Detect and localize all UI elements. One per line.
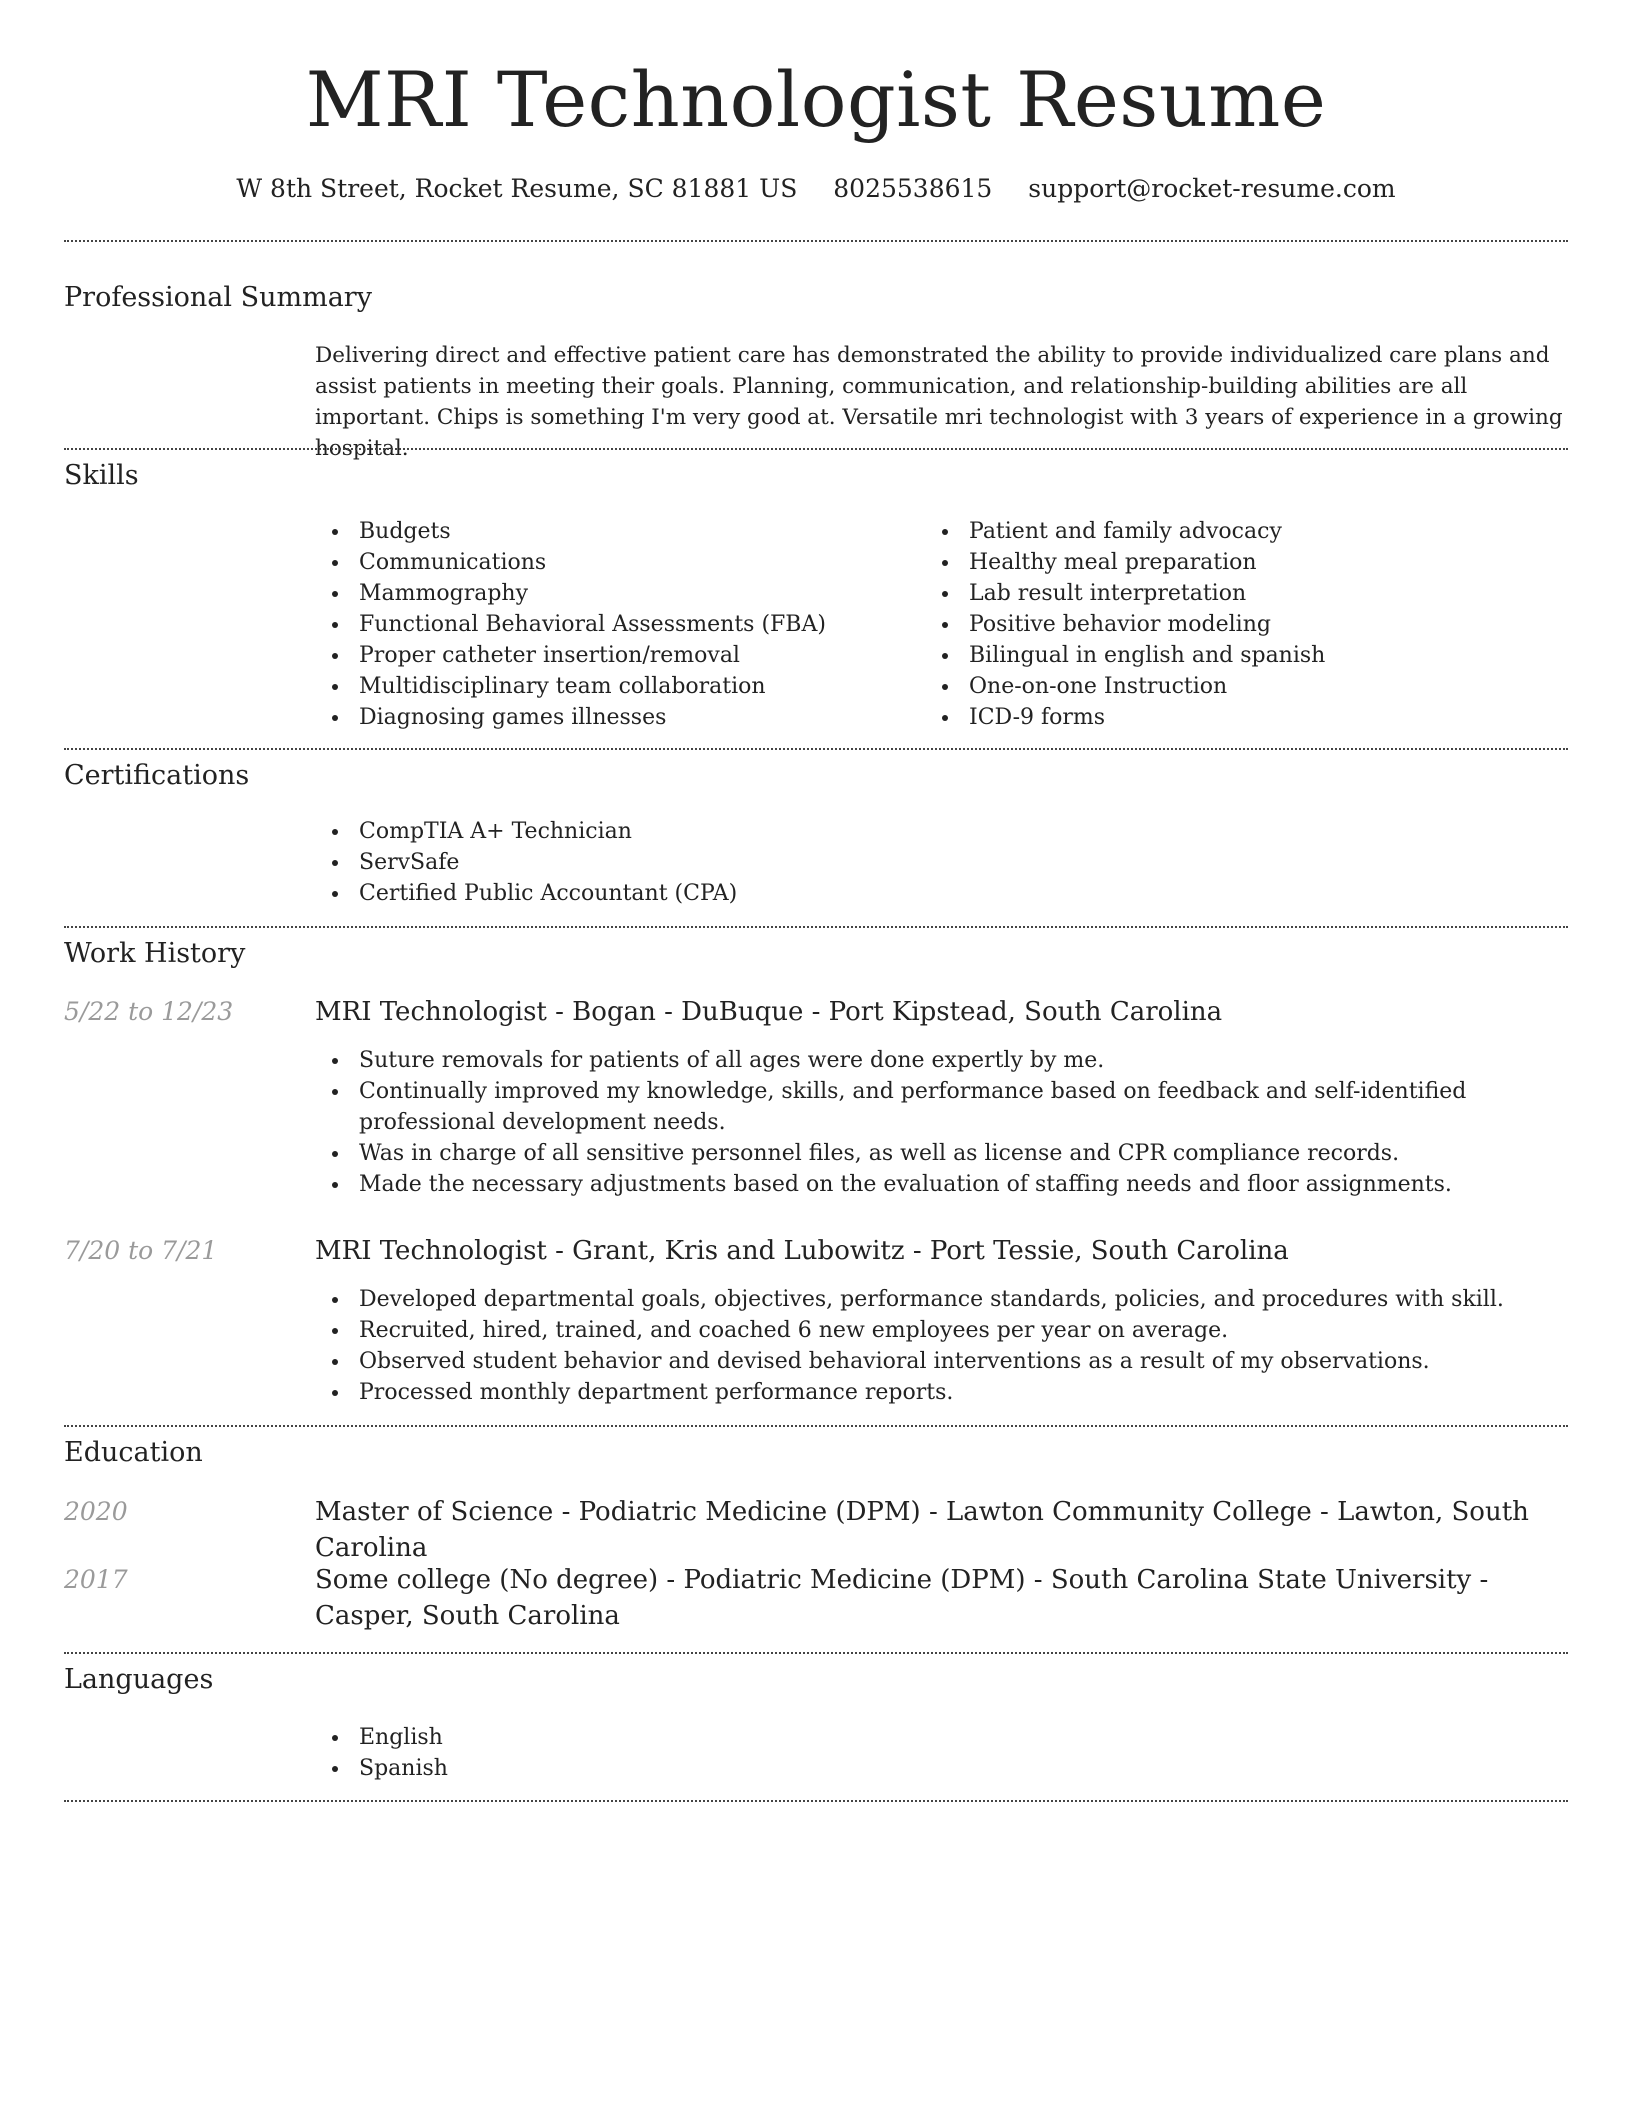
divider [64,748,1568,750]
skill-item: ICD-9 forms [969,702,1325,733]
section-title-languages: Languages [64,1664,214,1695]
divider [64,1425,1568,1427]
job-title: MRI Technologist - Bogan - DuBuque - Port Kipstead, South Carolina [315,997,1223,1027]
skill-item: Multidisciplinary team collaboration [359,671,826,702]
certification-item: CompTIA A+ Technician [359,816,737,847]
job-bullets [315,1045,1568,1200]
skill-item: Positive behavior modeling [969,609,1325,640]
skill-item: Healthy meal preparation [969,547,1325,578]
divider [64,1652,1568,1654]
job-bullet: Processed monthly department performance reports. [359,1377,1568,1408]
section-title-summary: Professional Summary [64,282,372,313]
job-dates: 7/20 to 7/21 [64,1236,218,1265]
job-bullet: Observed student behavior and devised behavioral interventions as a result of my observations. [359,1346,1568,1377]
contact-address: W 8th Street, Rocket Resume, SC 81881 US [236,174,798,203]
skill-item: Proper catheter insertion/removal [359,640,826,671]
job-bullet: Recruited, hired, trained, and coached 6 new employees per year on average. [359,1315,1568,1346]
skill-item: Diagnosing games illnesses [359,702,826,733]
section-title-certifications: Certifications [64,760,250,791]
job-dates: 5/22 to 12/23 [64,997,234,1026]
job-bullet: Developed departmental goals, objectives, performance standards, policies, and procedures with skill. [359,1284,1568,1315]
job-bullet: Was in charge of all sensitive personnel files, as well as license and CPR compliance records. [359,1138,1568,1169]
education-year: 2020 [64,1497,128,1526]
skill-item: Budgets [359,516,826,547]
contact-line [0,172,1632,206]
skill-item: Mammography [359,578,826,609]
job-bullet: Suture removals for patients of all ages were done expertly by me. [359,1045,1568,1076]
divider [64,926,1568,928]
job-title: MRI Technologist - Grant, Kris and Lubowitz - Port Tessie, South Carolina [315,1236,1289,1266]
languages-list [315,1722,448,1784]
certification-item: ServSafe [359,847,737,878]
contact-email: support@rocket-resume.com [1028,174,1396,203]
skill-item: Lab result interpretation [969,578,1325,609]
summary-text: Delivering direct and effective patient care has demonstrated the ability to provide individualized care plans and assist patients in meeting their goals. Planning, communication, and relationship-building abilities are all important. Chips is something I'm very good at. Versatile mri technologist with 3 years of experience in a growing hospital. [315,343,1563,461]
education-entry: Some college (No degree) - Podiatric Medicine (DPM) - South Carolina State University - Casper, South Carolina [315,1565,1489,1631]
contact-phone: 8025538615 [833,174,993,203]
section-title-work: Work History [64,938,246,969]
job-bullets [315,1284,1568,1408]
section-title-education: Education [64,1437,203,1468]
divider [64,1800,1568,1802]
certifications-list [315,816,737,909]
section-title-skills: Skills [64,460,139,491]
skill-item: One-on-one Instruction [969,671,1325,702]
education-entry: Master of Science - Podiatric Medicine (DPM) - Lawton Community College - Lawton, South Carolina [315,1497,1529,1563]
resume-title: MRI Technologist Resume [305,55,1327,144]
divider [64,240,1568,242]
skill-item: Bilingual in english and spanish [969,640,1325,671]
divider [64,448,1568,450]
language-item: English [359,1722,448,1753]
job-bullet: Made the necessary adjustments based on the evaluation of staffing needs and floor assignments. [359,1169,1568,1200]
job-bullet: Continually improved my knowledge, skills, and performance based on feedback and self-identified professional development needs. [359,1076,1568,1138]
skill-item: Functional Behavioral Assessments (FBA) [359,609,826,640]
language-item: Spanish [359,1753,448,1784]
skills-list-right [925,516,1325,733]
skill-item: Patient and family advocacy [969,516,1325,547]
education-year: 2017 [64,1565,128,1594]
skill-item: Communications [359,547,826,578]
certification-item: Certified Public Accountant (CPA) [359,878,737,909]
skills-list-left [315,516,826,733]
